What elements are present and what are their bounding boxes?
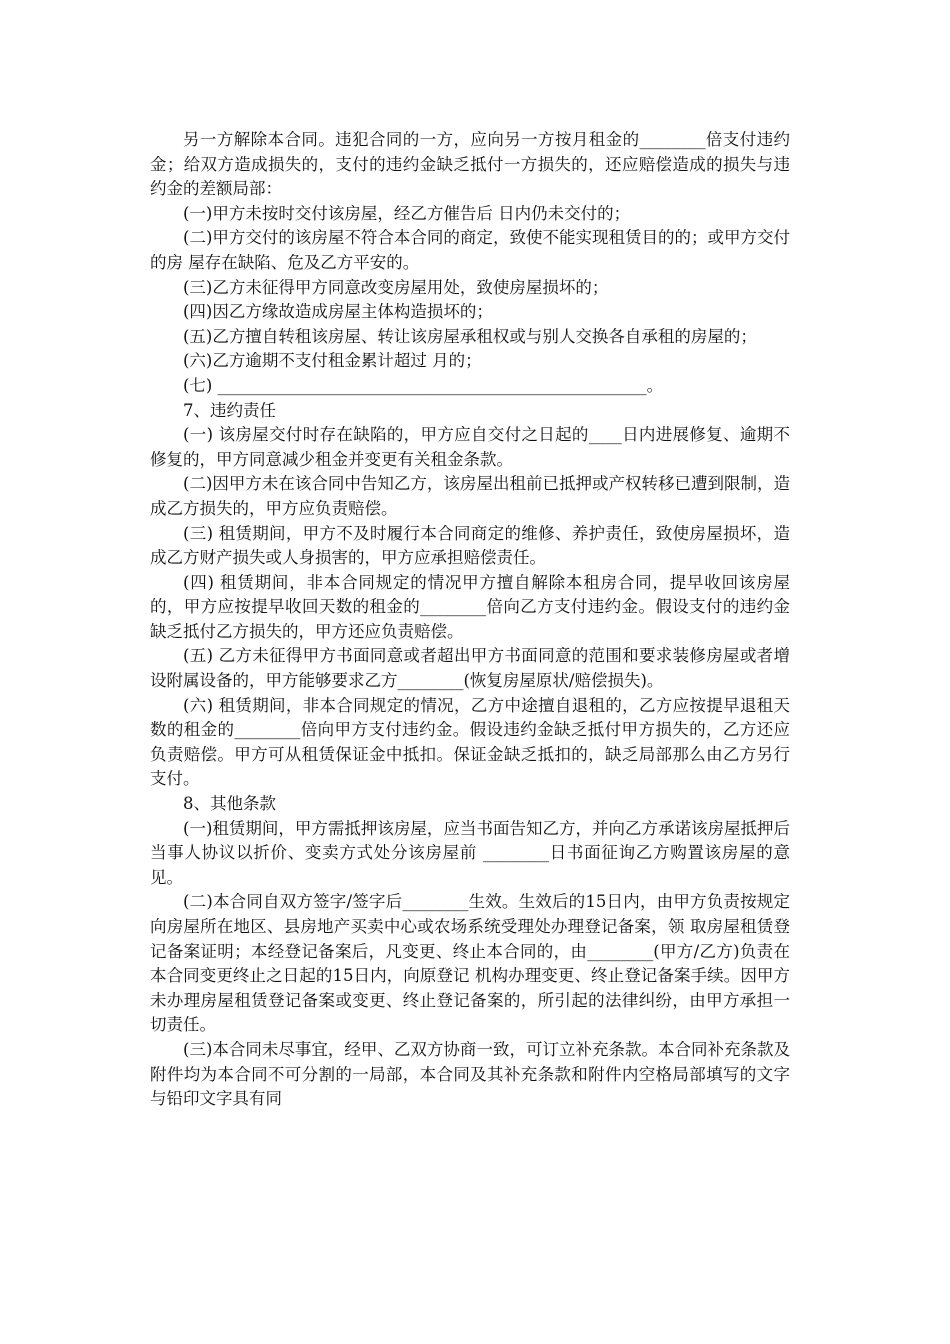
paragraph-liability-5: (五) 乙方未征得甲方书面同意或者超出甲方书面同意的范围和要求装修房屋或者增设附属设备的，甲方能够要求乙方________(恢复房屋原状/赔偿损失)。 [150,646,790,691]
paragraph-clause-5: (五)乙方擅自转租该房屋、转让该房屋承租权或与别人交换各自承租的房屋的； [183,326,757,346]
section-heading-other-terms: 8、其他条款 [183,794,276,814]
paragraph-liability-3: (三) 租赁期间，甲方不及时履行本合同商定的维修、养护责任，致使房屋损坏，造成乙方财产损失或人身损害的，甲方应承担赔偿责任。 [150,523,790,568]
paragraph-termination-intro: 另一方解除本合同。违犯合同的一方，应向另一方按月租金的________倍支付违约金；给双方造成损失的，支付的违约金缺乏抵付一方损失的，还应赔偿造成的损失与违约金的差额局部： [150,130,790,199]
paragraph-clause-2: (二)甲方交付的该房屋不符合本合同的商定，致使不能实现租赁目的的；或甲方交付的房 屋存在缺陷、危及乙方平安的。 [150,228,790,272]
paragraph-liability-2: (二)因甲方未在该合同中告知乙方，该房屋出租前已抵押或产权转移已遭到限制，造成乙方损失的，甲方应负责赔偿。 [150,474,790,518]
document-page [150,128,790,1112]
paragraph-other-3: (三)本合同未尽事宜，经甲、乙双方协商一致，可订立补充条款。本合同补充条款及附件均为本合同不可分割的一局部，本合同及其补充条款和附件内空格局部填写的文字与铅印文字具有同 [150,1039,790,1109]
paragraph-clause-3: (三)乙方未征得甲方同意改变房屋用处，致使房屋损坏的； [183,277,609,297]
paragraph-liability-1: (一) 该房屋交付时存在缺陷的，甲方应自交付之日起的____日内进展修复、逾期不修复的，甲方同意减少租金并变更有关租金条款。 [150,425,790,469]
paragraph-other-2: (二)本合同自双方签字/签字后________生效。生效后的15日内，由甲方负责按规定向房屋所在地区、县房地产买卖中心或农场系统受理处办理登记备案，领 取房屋租赁登记备案证明；本经登记备案后，凡变更、终止本合同的，由________(甲方/乙方)负责在本合同变更终止之日起的15日内，向原登记 机构办理变更、终止登记备案手续。因甲方未办理房屋租赁登记备案或变更、终止登记备案的，所引起的法律纠纷，由甲方承担一切责任。 [150,892,790,1035]
paragraph-clause-6: (六)乙方逾期不支付租金累计超过 月的； [183,351,482,371]
paragraph-clause-4: (四)因乙方缘故造成房屋主体构造损坏的； [183,302,493,322]
paragraph-liability-6: (六) 租赁期间，非本合同规定的情况，乙方中途擅自退租的，乙方应按提早退租天数的租金的________倍向甲方支付违约金。假设违约金缺乏抵付甲方损失的，乙方还应负责赔偿。甲方可从租赁保证金中抵扣。保证金缺乏抵扣的，缺乏局部那么由乙方另行支付。 [150,695,790,789]
paragraph-clause-7: (七) ____________________________________________________。 [183,375,664,395]
paragraph-clause-1: (一)甲方未按时交付该房屋，经乙方催告后 日内仍未交付的； [183,203,631,223]
paragraph-liability-4: (四) 租赁期间，非本合同规定的情况甲方擅自解除本租房合同，提早收回该房屋的，甲方应按提早收回天数的租金的________倍向乙方支付违约金。假设支付的违约金缺乏抵付乙方损失的，甲方还应负责赔偿。 [150,572,790,641]
section-heading-liability: 7、违约责任 [183,400,276,420]
paragraph-other-1: (一)租赁期间，甲方需抵押该房屋，应当书面告知乙方，并向乙方承诺该房屋抵押后当事人协议以折价、变卖方式处分该房屋前 ________日书面征询乙方购置该房屋的意见。 [150,818,790,887]
